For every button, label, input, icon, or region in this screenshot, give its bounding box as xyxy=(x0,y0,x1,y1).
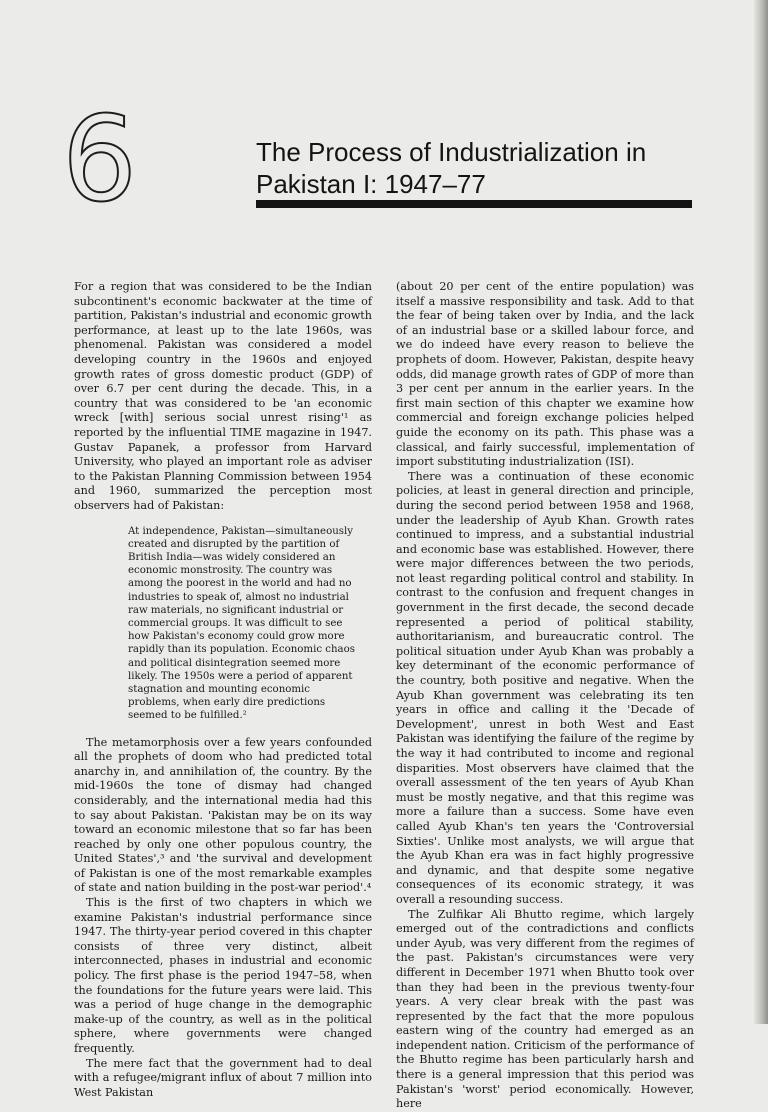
right-paragraph-2: There was a continuation of these economic policies, at least in general direction and principle, during the second period between 1958 and 1968, under the leadership of Ayub Khan. Growth rates continued to impress, and a substantial industrial and economic base was established. However, there were major differences between the two periods, not least regarding political control and stability. In contrast to the confusion and frequent changes in government in the first decade, the second decade represented a period of political stability, authoritarianism, and bureaucratic control. The political situation under Ayub Khan was probably a key determinant of the economic performance of the country, both positive and negative. When the Ayub Khan government was celebrating its ten years in office and calling it the 'Decade of Development', unrest in both West and East Pakistan was identifying the failure of the regime by the way it had contributed to income and regional disparities. Most observers have claimed that the overall assessment of the ten years of Ayub Khan must be mostly negative, and that this regime was more a failure than a success. Some have even called Ayub Khan's ten years the 'Controversial Sixties'. Unlike most analysts, we will argue that the Ayub Khan era was in fact highly progressive and dynamic, and that despite some negative consequences of its economic strategy, it was overall a resounding success. xyxy=(396,469,694,906)
left-paragraph-3: This is the first of two chapters in which we examine Pakistan's industrial performance since 1947. The thirty-year period covered in this chapter consists of three very distinct, albeit interconnected, phases in industrial and economic policy. The first phase is the period 1947–58, when the foundations for the future years were laid. This was a period of huge change in the demographic make-up of the country, as well as in the political sphere, where governments were changed frequently. xyxy=(74,896,372,1056)
left-paragraph-4: The mere fact that the government had to deal with a refugee/migrant influx of about 7 million into West Pakistan xyxy=(74,1056,372,1099)
right-paragraph-3: The Zulfikar Ali Bhutto regime, which largely emerged out of the contradictions and conflicts under Ayub, was very different from the regimes of the past. Pakistan's circumstances were very different in December 1971 when Bhutto took over than they had been in the previous twenty-four years. A very clear break with the past was represented by the fact that the more populous eastern wing of the country had emerged as an independent nation. Criticism of the performance of the Bhutto regime has been particularly harsh and there is a general impression that this period was Pakistan's 'worst' period economically. However, here xyxy=(396,907,694,1111)
chapter-title: The Process of Industrialization in Pakistan I: 1947–77 xyxy=(256,137,647,199)
chapter-number: 6 xyxy=(62,90,138,228)
papanek-quote: At independence, Pakistan—simultaneously created and disrupted by the partition of British India—was widely considered an economic monstrosity. The country was among the poorest in the world and had no industries to speak of, almost no industrial raw materials, no significant industrial or commercial groups. It was difficult to see how Pakistan's economy could grow more rapidly than its population. Economic chaos and political disintegration seemed more likely. The 1950s were a period of apparent stagnation and mounting economic problems, when early dire predictions seemed to be fulfilled.² xyxy=(128,525,355,722)
right-paragraph-1: (about 20 per cent of the entire population) was itself a massive responsibility and task. Add to that the fear of being taken over by India, and the lack of an industrial base or a skilled labour force, and we do indeed have every reason to believe the prophets of doom. However, Pakistan, despite heavy odds, did manage growth rates of GDP of more than 3 per cent per annum in the earlier years. In the first main section of this chapter we examine how commercial and foreign exchange policies helped guide the economy on its path. This phase was a classical, and fairly successful, implementation of import substituting industrialization (ISI). xyxy=(396,280,694,469)
left-column xyxy=(74,280,372,1100)
left-paragraph-2: The metamorphosis over a few years confounded all the prophets of doom who had predicted total anarchy in, and annihilation of, the country. By the mid-1960s the tone of dismay had changed considerably, and the international media had this to say about Pakistan. 'Pakistan may be on its way toward an economic milestone that so far has been reached by only one other populous country, the United States',³ and 'the survival and development of Pakistan is one of the most remarkable examples of state and nation building in the post-war period'.⁴ xyxy=(74,735,372,895)
title-rule xyxy=(256,200,692,208)
right-column xyxy=(396,280,694,1112)
page-edge-shadow xyxy=(754,0,768,1024)
left-paragraph-1: For a region that was considered to be the Indian subcontinent's economic backwater at the time of partition, Pakistan's industrial and economic growth performance, at least up to the late 1960s, was phenomenal. Pakistan was considered a model developing country in the 1960s and enjoyed growth rates of gross domestic product (GDP) of over 6.7 per cent during the decade. This, in a country that was considered to be 'an economic wreck [with] serious social unrest rising'¹ as reported by the influential TIME magazine in 1947. Gustav Papanek, a professor from Harvard University, who played an important role as adviser to the Pakistan Planning Commission between 1954 and 1960, summarized the perception most observers had of Pakistan: xyxy=(74,280,372,512)
